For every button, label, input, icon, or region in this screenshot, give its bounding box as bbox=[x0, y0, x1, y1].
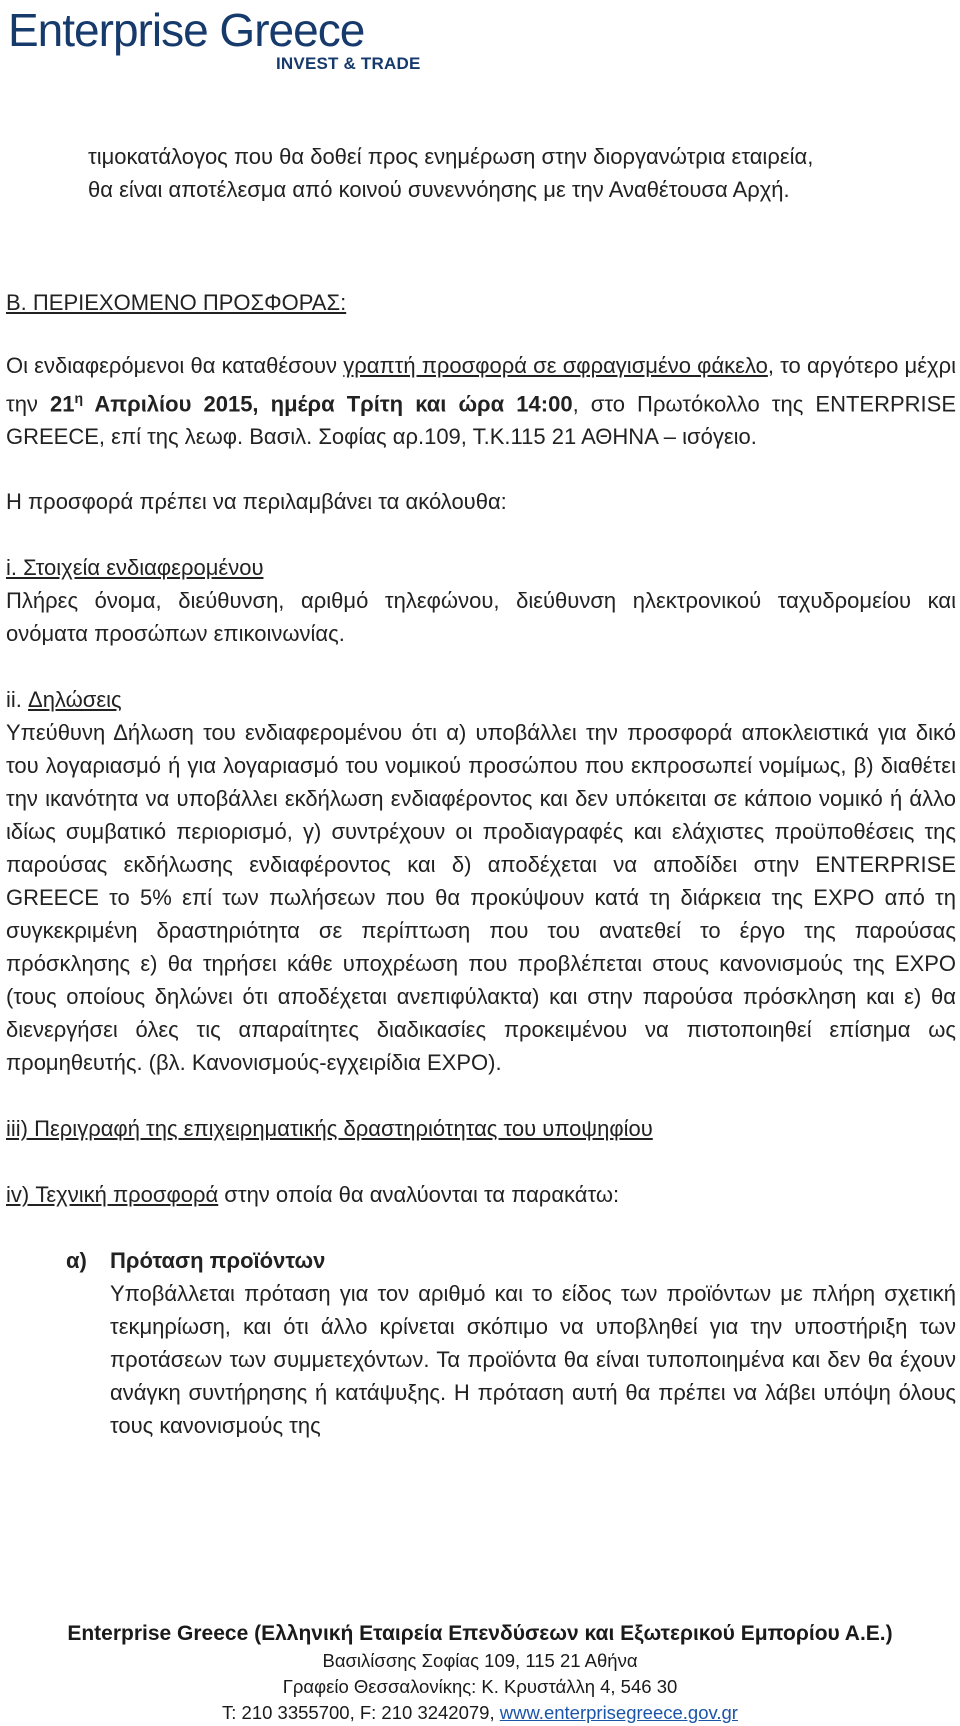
logo-subtitle: INVEST & TRADE bbox=[276, 54, 421, 73]
main-content bbox=[6, 286, 956, 1442]
item-i-title: i. Στοιχεία ενδιαφερομένου bbox=[6, 555, 264, 581]
intro-line-1: τιμοκατάλογος που θα δοθεί προς ενημέρωση στην διοργανώτρια εταιρεία, bbox=[88, 144, 814, 169]
footer-thessaloniki-office: Γραφείο Θεσσαλονίκης: Κ. Κρυστάλλη 4, 546 30 bbox=[282, 1676, 678, 1697]
intro-line-2: θα είναι αποτέλεσμα από κοινού συνεννόησης με την Αναθέτουσα Αρχή. bbox=[88, 177, 790, 202]
intro-paragraph bbox=[88, 140, 956, 206]
sub-a-text: Υποβάλλεται πρόταση για τον αριθμό και το είδος των προϊόντων με πλήρη σχετική τεκμηρίωση, και ότι άλλο κρίνεται σκόπιμο να υποβληθεί για την υποστήριξη των προτάσεων των συμμετεχόντων. Τα προϊόντα θα είναι τυποποιημένα και δεν θα έχουν ανάγκη συντήρησης ή κατάψυξης. Η πρόταση αυτή θα πρέπει να λάβει υπόψη όλους τους κανονισμούς της bbox=[110, 1281, 956, 1439]
submission-paragraph: Οι ενδιαφερόμενοι θα καταθέσουν γραπτή προσφορά σε σφραγισμένο φάκελο, το αργότερο μέχρι την $21^\eta$ Απριλίου 2015, ημέρα Τρίτη και ώρα 14:00, στο Πρωτόκολλο της ENTERPRISE GREECE, επί της λεωφ. Βασιλ. Σοφίας αρ.109, Τ.Κ.115 21 ΑΘΗΝΑ – ισόγειο. bbox=[6, 353, 956, 450]
logo-name: Enterprise Greece bbox=[8, 4, 365, 56]
offer-contents-intro: Η προσφορά πρέπει να περιλαμβάνει τα ακόλουθα: bbox=[6, 489, 507, 515]
deadline-day: 21 bbox=[50, 391, 75, 417]
footer-contact: T: 210 3355700, F: 210 3242079, www.enterprisegreece.gov.gr bbox=[222, 1702, 738, 1723]
section-b-title: Β. ΠΕΡΙΕΧΟΜΕΝΟ ΠΡΟΣΦΟΡΑΣ: bbox=[6, 290, 347, 315]
item-iv-title: iv) Τεχνική προσφορά στην οποία θα αναλύονται τα παρακάτω: bbox=[6, 1182, 620, 1208]
item-iii-title: iii) Περιγραφή της επιχειρηματικής δραστηριότητας του υποψηφίου bbox=[6, 1116, 653, 1142]
footer-address: Βασιλίσσης Σοφίας 109, 115 21 Αθήνα bbox=[322, 1650, 638, 1671]
sub-a-title: α) Πρόταση προϊόντων bbox=[66, 1248, 326, 1274]
item-i-text: Πλήρες όνομα, διεύθυνση, αριθμό τηλεφώνου, διεύθυνση ηλεκτρονικού ταχυδρομείου και ονόματα προσώπων επικοινωνίας. bbox=[6, 588, 956, 647]
website-link[interactable]: www.enterprisegreece.gov.gr bbox=[499, 1702, 738, 1723]
page-footer bbox=[0, 1620, 960, 1726]
deadline-text: Απριλίου 2015, ημέρα Τρίτη και ώρα 14:00 bbox=[83, 391, 573, 417]
footer-company: Enterprise Greece (Ελληνική Εταιρεία Επενδύσεων και Εξωτερικού Εμπορίου Α.Ε.) bbox=[67, 1622, 893, 1645]
sealed-envelope-text: γραπτή προσφορά σε σφραγισμένο φάκελο bbox=[343, 353, 768, 378]
item-ii-title: ii. Δηλώσεις bbox=[6, 687, 122, 713]
enterprise-greece-logo bbox=[8, 4, 421, 73]
item-ii-text: Υπεύθυνη Δήλωση του ενδιαφερομένου ότι α) υποβάλλει την προσφορά αποκλειστικά για δικό του λογαριασμό ή για λογαριασμό του νομικού προσώπου που εκπροσωπεί νομίμως, β) διαθέτει την ικανότητα να υποβάλλει εκδήλωση ενδιαφέροντος και δεν υπόκειται σε κάποιο νομικό ή άλλο ιδίως συμβατικό περιορισμό, γ) συντρέχουν οι προδιαγραφές και ελάχιστες προϋποθέσεις της παρούσας εκδήλωσης ενδιαφέροντος και δ) αποδέχεται να αποδίδει στην ENTERPRISE GREECE το 5% επί των πωλήσεων που θα προκύψουν κατά τη διάρκεια της EXPO από τη συγκεκριμένη δραστηριότητα σε περίπτωση που του ανατεθεί το έργο της παρούσας πρόσκλησης ε) θα τηρήσει κάθε υποχρέωση που προβλέπεται στους κανονισμούς της EXPO (τους οποίους δηλώνει ότι αποδέχεται ανεπιφύλακτα) και στην παρούσα πρόσκληση και ε) θα διενεργήσει όλες τις απαραίτητες διαδικασίες προκειμένου να πιστοποιηθεί επίσημα ως προμηθευτής. (βλ. Κανονισμούς-εγχειρίδια EXPO). bbox=[6, 720, 956, 1076]
